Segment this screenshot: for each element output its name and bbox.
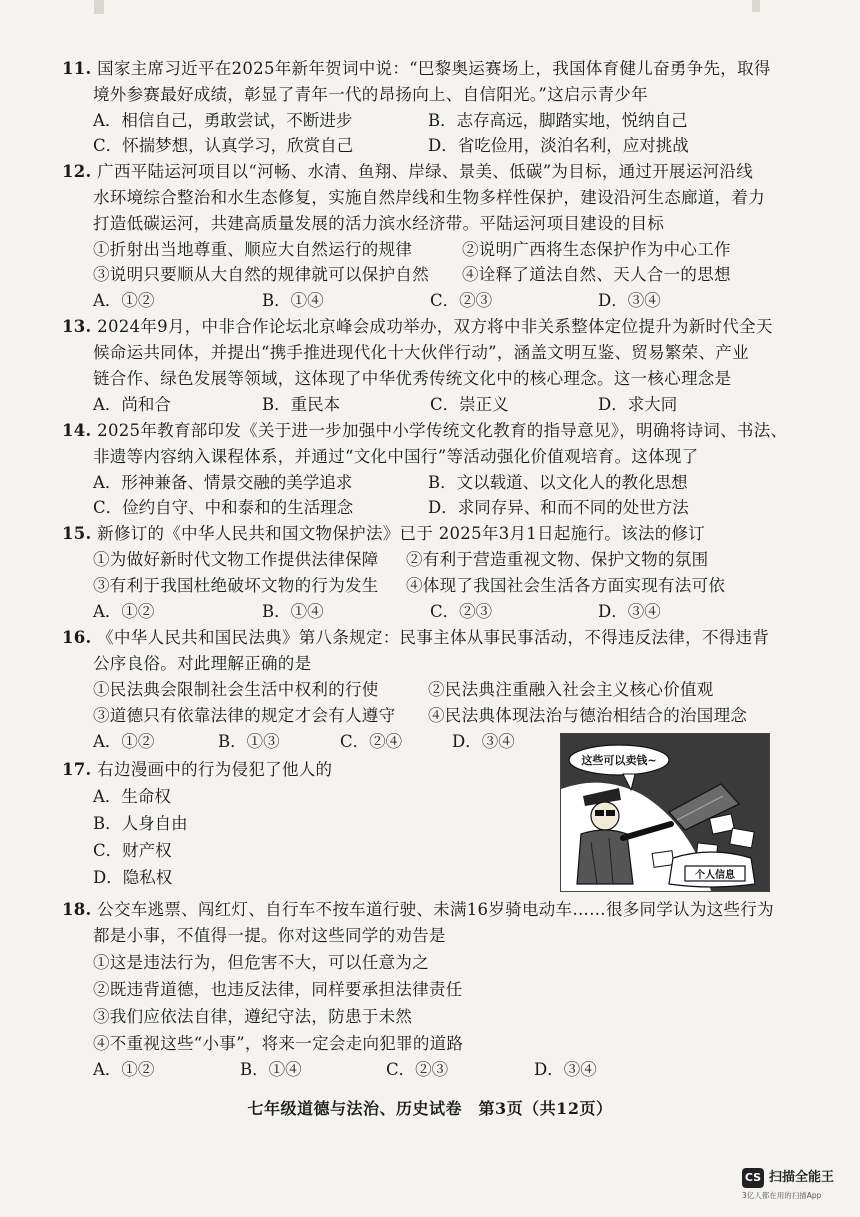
q15-line1: 15. 新修订的《中华人民共和国文物保护法》已于 2025年3月1日起施行。该法的修订	[62, 524, 706, 543]
scan-artifact	[94, 0, 104, 14]
privacy-cartoon	[560, 733, 770, 892]
q15-option-c[interactable]: C．②③	[430, 602, 493, 621]
q16-statement-3: ③道德只有依靠法律的规定才会有人遵守	[93, 706, 396, 725]
q16-option-d[interactable]: D．③④	[452, 732, 515, 751]
q14-line2: 非遗等内容纳入课程体系，并通过“文化中国行”等活动强化价值观培育。这体现了	[93, 447, 699, 466]
q14-option-b[interactable]: B．文以载道、以文化人的教化思想	[428, 473, 688, 492]
arm	[623, 824, 671, 838]
q14-option-a[interactable]: A．形神兼备、情景交融的美学追求	[93, 473, 353, 492]
q15-option-a[interactable]: A．①②	[93, 602, 155, 621]
q16-statement-1: ①民法典会限制社会生活中权利的行使	[93, 680, 379, 699]
q12-option-c[interactable]: C．②③	[430, 291, 493, 310]
q12-option-d[interactable]: D．③④	[598, 291, 661, 310]
q18-statement-3: ③我们应依法自律，遵纪守法，防患于未然	[93, 1007, 413, 1026]
q17-option-c[interactable]: C．财产权	[93, 841, 172, 860]
camscanner-logo-icon: CS	[742, 1168, 764, 1188]
q17-option-b[interactable]: B．人身自由	[93, 814, 188, 833]
q15-statement-4: ④体现了我国社会生活各方面实现有法可依	[406, 576, 726, 595]
q18-line2: 都是小事，不值得一提。你对这些同学的劝告是	[93, 926, 446, 945]
q15-option-d[interactable]: D．③④	[598, 602, 661, 621]
q16-option-c[interactable]: C．②④	[340, 732, 403, 751]
cartoon-illustration	[561, 734, 769, 891]
q12-line1: 12. 广西平陆运河项目以“河畅、水清、鱼翔、岸绿、景美、低碳”为目标，通过开展运河沿线	[62, 162, 754, 181]
q11-option-b[interactable]: B．志存高远，脚踏实地，悦纳自己	[428, 111, 688, 130]
q18-option-d[interactable]: D．③④	[534, 1060, 597, 1079]
q14-option-d[interactable]: D．求同存异、和而不同的处世方法	[428, 498, 689, 517]
q15-option-b[interactable]: B．①④	[262, 602, 324, 621]
q13-line2: 候命运共同体，并提出“携手推进现代化十大伙伴行动”，涵盖文明互鉴、贸易繁荣、产业	[93, 343, 749, 362]
q15-statement-3: ③有利于我国杜绝破坏文物的行为发生	[93, 576, 379, 595]
q13-option-d[interactable]: D．求大同	[598, 395, 678, 414]
q13-option-b[interactable]: B．重民本	[262, 395, 341, 414]
q16-statement-2: ②民法典注重融入社会主义核心价值观	[428, 680, 714, 699]
scanner-watermark	[742, 1166, 854, 1206]
q18-statement-4: ④不重视这些“小事”，将来一定会走向犯罪的道路	[93, 1034, 464, 1053]
q16-line1: 16. 《中华人民共和国民法典》第八条规定：民事主体从事民事活动，不得违反法律，不得违背	[62, 628, 770, 647]
q12-option-b[interactable]: B．①④	[262, 291, 324, 310]
q11-line2: 境外参赛最好成绩，彰显了青年一代的昂扬向上、自信阳光。”这启示青少年	[93, 85, 648, 104]
q16-option-a[interactable]: A．①②	[93, 732, 155, 751]
q15-statement-1: ①为做好新时代文物工作提供法律保障	[93, 550, 379, 569]
q11-option-c[interactable]: C．怀揣梦想，认真学习，欣赏自己	[93, 136, 354, 155]
q13-option-a[interactable]: A．尚和合	[93, 395, 171, 414]
q18-statement-1: ①这是违法行为，但危害不大，可以任意为之	[93, 953, 429, 972]
q12-statement-3: ③说明只要顺从大自然的规律就可以保护自然	[93, 265, 429, 284]
sign-text: 个人信息	[695, 870, 735, 881]
q16-option-b[interactable]: B．①③	[218, 732, 280, 751]
q18-statement-2: ②既违背道德，也违反法律，同样要承担法律责任	[93, 980, 463, 999]
document-icon	[652, 851, 674, 868]
document-icon	[730, 828, 754, 848]
q12-line2: 水环境综合整治和水生态修复，实施自然岸线和生物多样性保护，建设沿河生态廊道，着力	[93, 188, 765, 207]
q11-option-a[interactable]: A．相信自己，勇敢尝试，不断进步	[93, 111, 353, 130]
watermark-name: 扫描全能王	[769, 1170, 835, 1185]
q18-option-b[interactable]: B．①④	[240, 1060, 302, 1079]
q17-option-d[interactable]: D．隐私权	[93, 868, 173, 887]
q17-option-a[interactable]: A．生命权	[93, 787, 171, 806]
q13-line3: 链合作、绿色发展等领域，这体现了中华优秀传统文化中的核心理念。这一核心理念是	[93, 369, 732, 388]
q11-line1: 11. 国家主席习近平在2025年新年贺词中说：“巴黎奥运赛场上，我国体育健儿奋勇争先，取得	[62, 59, 771, 78]
q14-line1: 14. 2025年教育部印发《关于进一步加强中小学传统文化教育的指导意见》，明确将诗词、书法、	[62, 421, 788, 440]
q15-statement-2: ②有利于营造重视文物、保护文物的氛围	[406, 550, 709, 569]
speech-text: 这些可以卖钱~	[581, 754, 657, 767]
page-footer: 七年级道德与法治、历史试卷 第3页（共12页）	[247, 1099, 613, 1118]
q16-line2: 公序良俗。对此理解正确的是	[93, 654, 312, 673]
q11-option-d[interactable]: D．省吃俭用，淡泊名利，应对挑战	[428, 136, 689, 155]
q18-line1: 18. 公交车逃票、闯红灯、自行车不按车道行驶、未满16岁骑电动车……很多同学认为这些行为	[62, 900, 774, 919]
q12-option-a[interactable]: A．①②	[93, 291, 155, 310]
q13-line1: 13. 2024年9月，中非合作论坛北京峰会成功举办，双方将中非关系整体定位提升为新时代全天	[62, 317, 773, 336]
q16-statement-4: ④民法典体现法治与德治相结合的治国理念	[428, 706, 748, 725]
q12-statement-1: ①折射出当地尊重、顺应大自然运行的规律	[93, 240, 413, 259]
watermark-tagline: 3亿人都在用的扫描App	[742, 1191, 822, 1200]
q13-option-c[interactable]: C．崇正义	[430, 395, 509, 414]
q18-option-a[interactable]: A．①②	[93, 1060, 155, 1079]
q12-statement-2: ②说明广西将生态保护作为中心工作	[462, 240, 731, 259]
scan-artifact	[752, 0, 760, 12]
q17-line1: 17. 右边漫画中的行为侵犯了他人的	[62, 760, 333, 779]
q14-option-c[interactable]: C．俭约自守、中和泰和的生活理念	[93, 498, 354, 517]
q18-option-c[interactable]: C．②③	[386, 1060, 449, 1079]
q12-line3: 打造低碳运河，共建高质量发展的活力滨水经济带。平陆运河项目建设的目标	[93, 214, 665, 233]
q12-statement-4: ④诠释了道法自然、天人合一的思想	[462, 265, 731, 284]
sunglasses	[595, 810, 604, 816]
